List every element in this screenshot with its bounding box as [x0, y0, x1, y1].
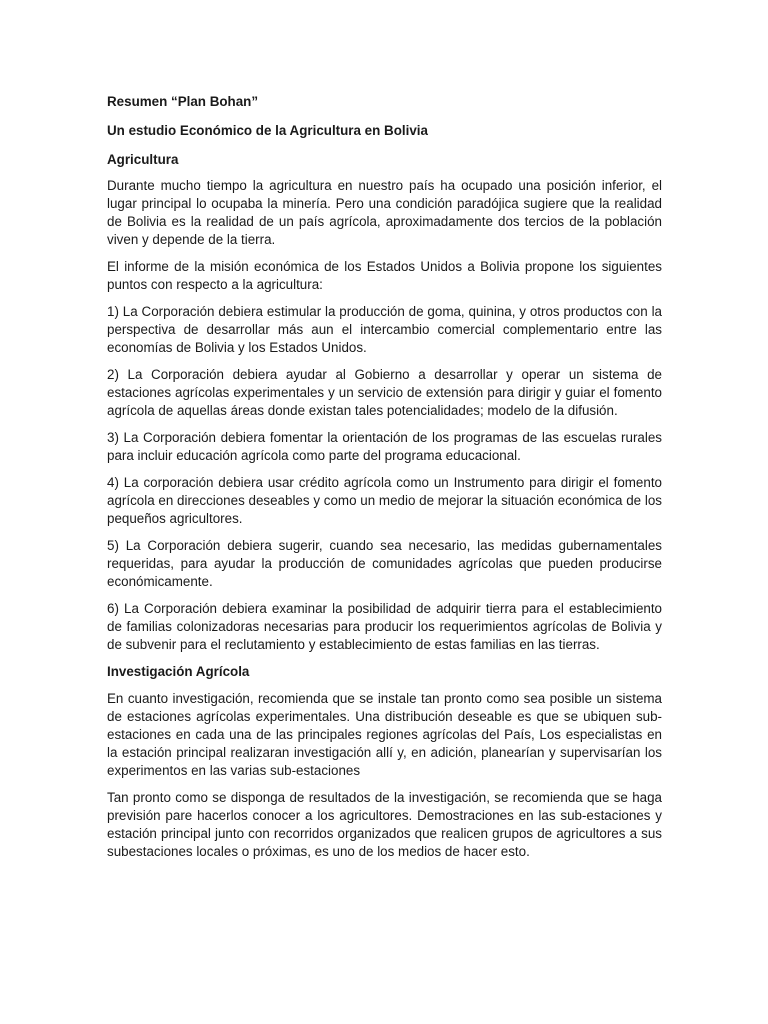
list-item-1: 1) La Corporación debiera estimular la producción de goma, quinina, y otros productos con la perspectiva de desarrollar más aun el intercambio comercial complementario entre las economías de Bolivia y los Estados Unidos. [107, 304, 662, 355]
list-item-4: 4) La corporación debiera usar crédito agrícola como un Instrumento para dirigir el fomento agrícola en direcciones deseables y como un medio de mejorar la situación económica de los pequeños agricultores. [107, 475, 662, 526]
paragraph-resultados: Tan pronto como se disponga de resultados de la investigación, se recomienda que se haga previsión pare hacerlos conocer a los agricultores. Demostraciones en las sub-estaciones y estación principal junto con recorridos organizados que realicen grupos de agricultores a sus subestaciones locales o próximas, es uno de los medios de hacer esto. [107, 790, 662, 859]
list-item-6: 6) La Corporación debiera examinar la posibilidad de adquirir tierra para el establecimiento de familias colonizadoras necesarias para producir los requerimientos agrícolas de Bolivia y de subvenir para el reclutamiento y establecimiento de estas familias en las tierras. [107, 601, 662, 652]
list-item-3: 3) La Corporación debiera fomentar la orientación de los programas de las escuelas rurales para incluir educación agrícola como parte del programa educacional. [107, 430, 662, 463]
section-heading-agricultura: Agricultura [107, 152, 179, 167]
paragraph-intro: Durante mucho tiempo la agricultura en nuestro país ha ocupado una posición inferior, el lugar principal lo ocupaba la minería. Pero una condición paradójica sugiere que la realidad de Bolivia es la realidad de un país agrícola, aproximadamente dos tercios de la población viven y depende de la tierra. [107, 178, 662, 247]
list-item-5: 5) La Corporación debiera sugerir, cuando sea necesario, las medidas gubernamentales requeridas, para ayudar la producción de comunidades agrícolas que pueden producirse económicamente. [107, 538, 662, 589]
document-subtitle: Un estudio Económico de la Agricultura en Bolivia [107, 123, 428, 138]
paragraph-informe: El informe de la misión económica de los Estados Unidos a Bolivia propone los siguientes puntos con respecto a la agricultura: [107, 259, 662, 292]
section-heading-investigacion: Investigación Agrícola [107, 664, 250, 679]
list-item-2: 2) La Corporación debiera ayudar al Gobierno a desarrollar y operar un sistema de estaciones agrícolas experimentales y un servicio de extensión para dirigir y guiar el fomento agrícola de aquellas áreas donde existan tales potencialidades; modelo de la difusión. [107, 367, 662, 418]
document-title: Resumen “Plan Bohan” [107, 94, 259, 109]
paragraph-investigacion: En cuanto investigación, recomienda que se instale tan pronto como sea posible un sistema de estaciones agrícolas experimentales. Una distribución deseable es que se ubiquen sub-estaciones en cada una de las principales regiones agrícolas del País, Los especialistas en la estación principal realizaran investigación allí y, en adición, planearían y supervisarían los experimentos en las varias sub-estaciones [107, 691, 662, 778]
